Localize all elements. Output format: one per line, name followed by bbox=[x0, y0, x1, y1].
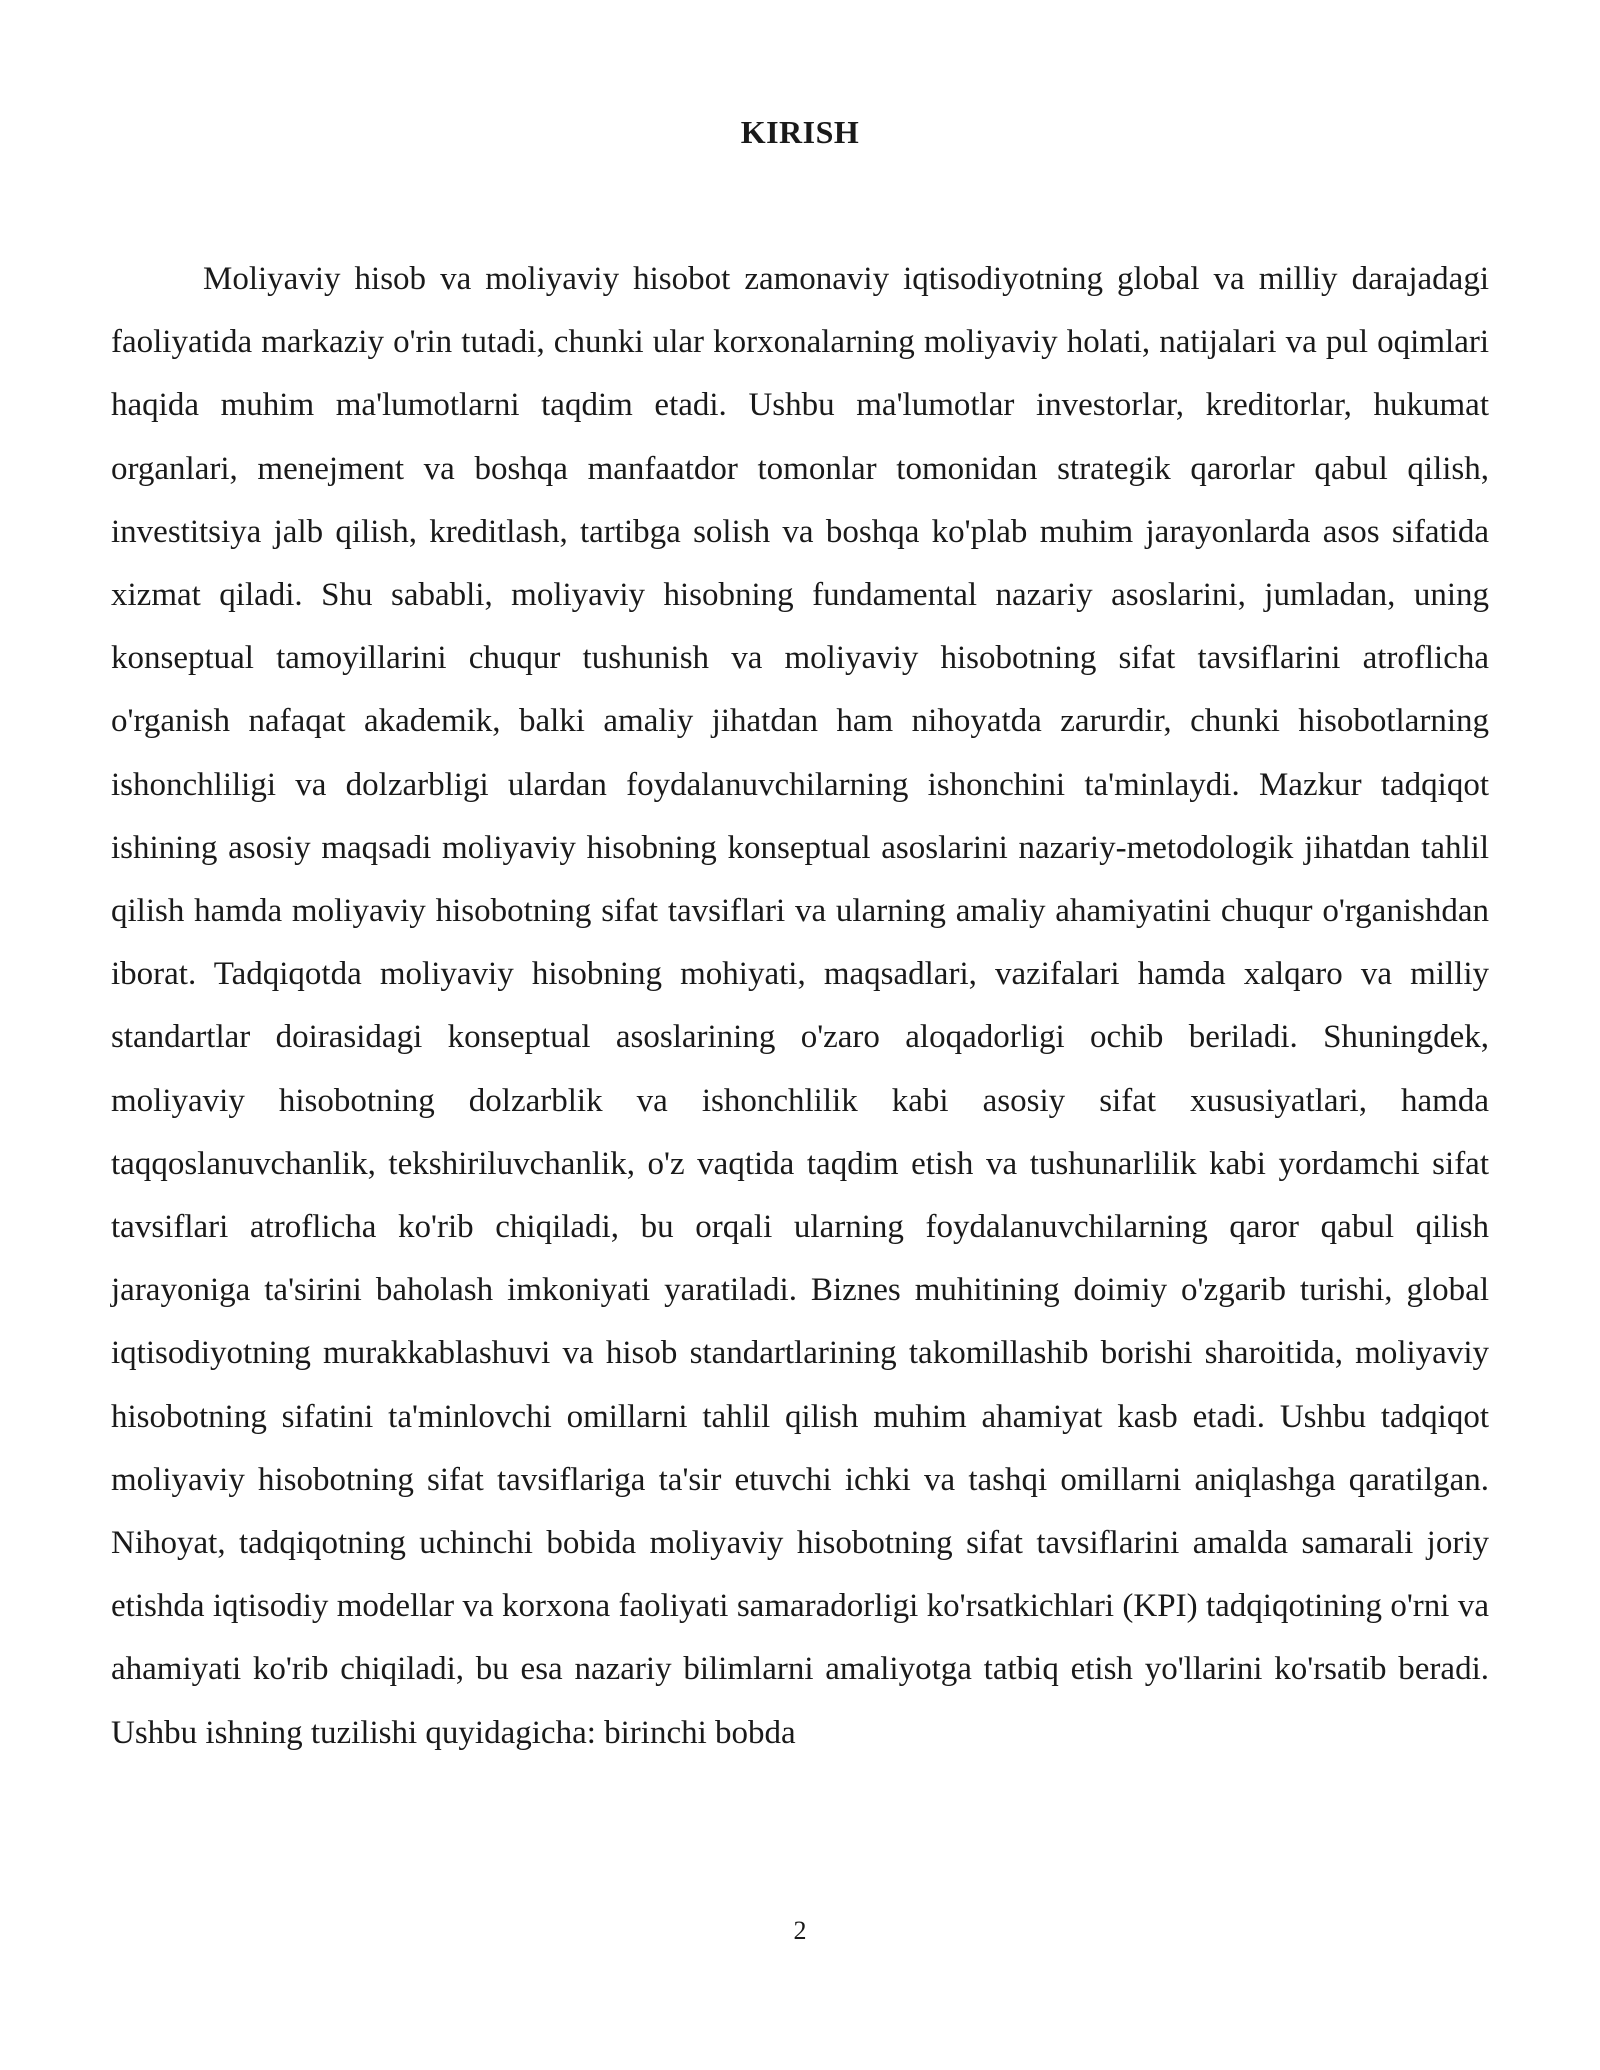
page-number: 2 bbox=[793, 1916, 807, 1945]
page-title: KIRISH bbox=[740, 114, 860, 150]
body-paragraph: Moliyaviy hisob va moliyaviy hisobot zamonaviy iqtisodiyotning global va milliy darajadagi faoliyatida markaziy o'rin tutadi, chunki ular korxonalarning moliyaviy holati, natijalari va pul oqimlari haqida muhim ma'lumotlarni taqdim etadi. Ushbu ma'lumotlar investorlar, kreditorlar, hukumat organlari, menejment va boshqa manfaatdor tomonlar tomonidan strategik qarorlar qabul qilish, investitsiya jalb qilish, kreditlash, tartibga solish va boshqa ko'plab muhim jarayonlarda asos sifatida xizmat qiladi. Shu sababli, moliyaviy hisobning fundamental nazariy asoslarini, jumladan, uning konseptual tamoyillarini chuqur tushunish va moliyaviy hisobotning sifat tavsiflarini atroflicha o'rganish nafaqat akademik, balki amaliy jihatdan ham nihoyatda zarurdir, chunki hisobotlarning ishonchliligi va dolzarbligi ulardan foydalanuvchilarning ishonchini ta'minlaydi. Mazkur tadqiqot ishining asosiy maqsadi moliyaviy hisobning konseptual asoslarini nazariy-metodologik jihatdan tahlil qilish hamda moliyaviy hisobotning sifat tavsiflari va ularning amaliy ahamiyatini chuqur o'rganishdan iborat. Tadqiqotda moliyaviy hisobning mohiyati, maqsadlari, vazifalari hamda xalqaro va milliy standartlar doirasidagi konseptual asoslarining o'zaro aloqadorligi ochib beriladi. Shuningdek, moliyaviy hisobotning dolzarblik va ishonchlilik kabi asosiy sifat xususiyatlari, hamda taqqoslanuvchanlik, tekshiriluvchanlik, o'z vaqtida taqdim etish va tushunarlilik kabi yordamchi sifat tavsiflari atroflicha ko'rib chiqiladi, bu orqali ularning foydalanuvchilarning qaror qabul qilish jarayoniga ta'sirini baholash imkoniyati yaratiladi. Biznes muhitining doimiy o'zgarib turishi, global iqtisodiyotning murakkablashuvi va hisob standartlarining takomillashib borishi sharoitida, moliyaviy hisobotning sifatini ta'minlovchi omillarni tahlil qilish muhim ahamiyat kasb etadi. Ushbu tadqiqot moliyaviy hisobotning sifat tavsiflariga ta'sir etuvchi ichki va tashqi omillarni aniqlashga qaratilgan. Nihoyat, tadqiqotning uchinchi bobida moliyaviy hisobotning sifat tavsiflarini amalda samarali joriy etishda iqtisodiy modellar va korxona faoliyati samaradorligi ko'rsatkichlari (KPI) tadqiqotining o'rni va ahamiyati ko'rib chiqiladi, bu esa nazariy bilimlarni amaliyotga tatbiq etish yo'llarini ko'rsatib beradi. Ushbu ishning tuzilishi quyidagicha: birinchi bobda bbox=[111, 261, 1489, 1751]
